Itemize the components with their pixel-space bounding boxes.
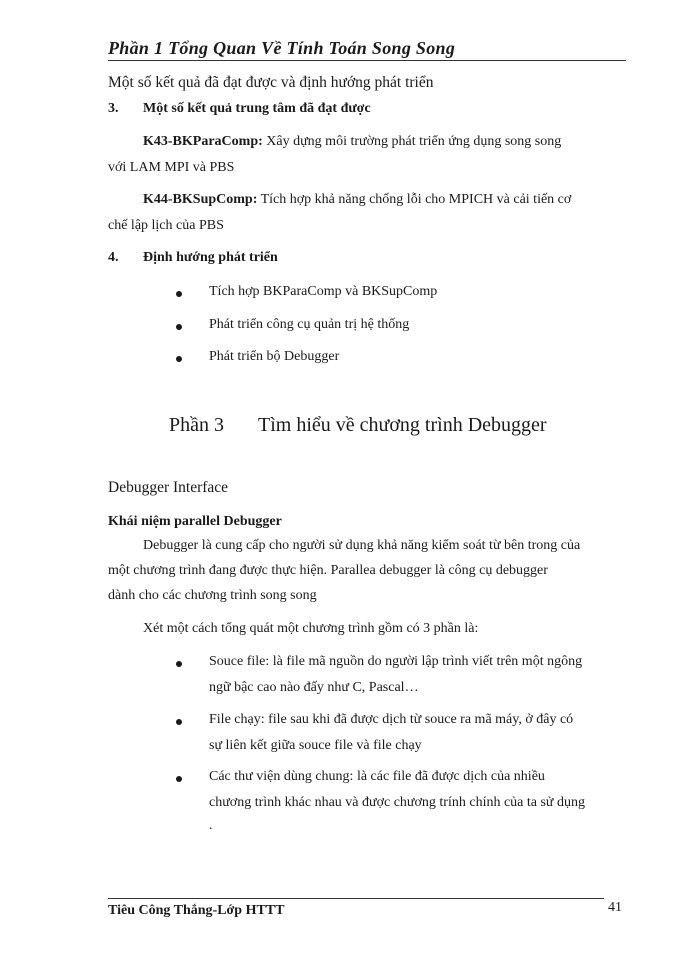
k43-line1 (143, 134, 561, 150)
direction-item: Phát triển bộ Debugger (209, 349, 340, 364)
k44-label: K44-BKSupComp: (143, 192, 258, 207)
item3-title: Một số kết quả trung tâm đã đạt được (143, 101, 371, 116)
k44-text-line1: Tích hợp khả năng chống lỗi cho MPICH và cải tiến cơ (260, 192, 572, 207)
part-item-line1: File chạy: file sau khi đã được dịch từ souce ra mã máy, ở đây có (209, 712, 574, 727)
overview-text: Xét một cách tổng quát một chương trình gồm có 3 phần là: (143, 621, 479, 636)
bullet-icon (176, 324, 182, 330)
part3-label: Phần 3 (169, 414, 224, 436)
direction-item: Phát triển công cụ quản trị hệ thống (209, 317, 410, 332)
part-item-line2: ngữ bậc cao nào đấy như C, Pascal… (209, 680, 419, 695)
bullet-icon (176, 776, 182, 782)
concept-title: Khái niệm parallel Debugger (108, 514, 282, 529)
running-header-title: Phần 1 Tổng Quan Về Tính Toán Song Song (108, 38, 456, 58)
k43-text-line2: với LAM MPI và PBS (108, 160, 235, 175)
part3-title: Tìm hiểu về chương trình Debugger (258, 414, 547, 436)
bullet-icon (176, 719, 182, 725)
bullet-icon (176, 356, 182, 362)
k43-text-line1: Xây dựng môi trường phát triển ứng dụng song song (266, 134, 562, 149)
part-item-line1: Các thư viện dùng chung: là các file đã được dịch của nhiều (209, 769, 545, 784)
item4-title: Định hướng phát triển (143, 250, 278, 265)
concept-line2: một chương trình đang được thực hiện. Parallea debugger là công cụ debugger (108, 563, 548, 578)
item4-number: 4. (108, 250, 119, 265)
part-item-line2: chương trình khác nhau và được chương trính chính của ta sử dụng (209, 795, 586, 810)
k44-line1 (143, 192, 571, 208)
part-item-line1: Souce file: là file mã nguồn do người lập trình viết trên một ngông (209, 654, 583, 669)
direction-item: Tích hợp BKParaComp và BKSupComp (209, 284, 438, 299)
part-item-line3: . (209, 818, 213, 833)
bullet-icon (176, 661, 182, 667)
page-number: 41 (608, 900, 622, 915)
bullet-icon (176, 291, 182, 297)
debugger-interface-heading: Debugger Interface (108, 479, 229, 496)
header-rule (108, 60, 626, 61)
k44-text-line2: chế lập lịch của PBS (108, 218, 224, 233)
section-title: Một số kết quả đã đạt được và định hướng phát triển (108, 74, 434, 91)
concept-line3: dành cho các chương trình song song (108, 588, 317, 603)
item3-number: 3. (108, 101, 119, 116)
part-item-line2: sự liên kết giữa souce file và file chạy (209, 738, 422, 753)
k43-label: K43-BKParaComp: (143, 134, 263, 149)
footer-rule (108, 898, 604, 899)
concept-line1: Debugger là cung cấp cho người sử dụng khả năng kiểm soát từ bên trong của (143, 538, 581, 553)
footer-author: Tiêu Công Thắng-Lớp HTTT (108, 903, 285, 918)
